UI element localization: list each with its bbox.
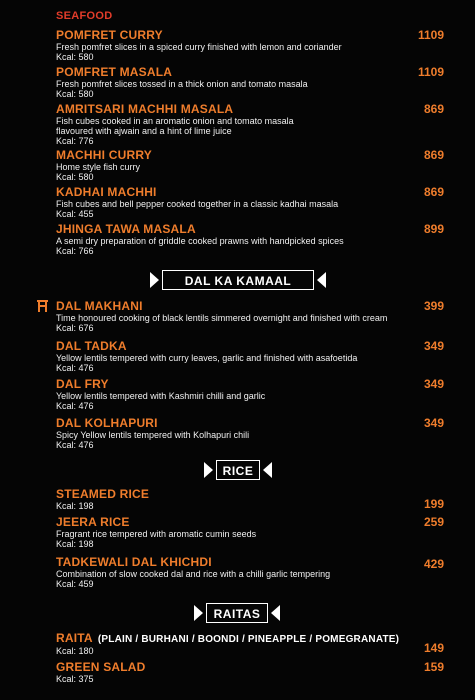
item-description: Fragrant rice tempered with aromatic cumin seeds [56, 529, 257, 539]
item-kcal: Kcal: 476 [56, 440, 94, 450]
item-description: Fish cubes and bell pepper cooked together in a classic kadhai masala [56, 199, 339, 209]
item-description: Time honoured cooking of black lentils simmered overnight and finished with cream [56, 313, 388, 323]
item-price: 199 [423, 497, 444, 511]
item-description: Fresh pomfret slices in a spiced curry finished with lemon and coriander [56, 42, 342, 52]
section-title: DAL KA KAMAAL [162, 270, 314, 290]
item-name: KADHAI MACHHI [56, 185, 157, 199]
item-name: STEAMED RICE [56, 487, 150, 501]
item-name: AMRITSARI MACHHI MASALA [56, 102, 234, 116]
item-kcal: Kcal: 476 [56, 401, 94, 411]
item-name: TADKEWALI DAL KHICHDI [56, 555, 212, 569]
menu-item [56, 556, 446, 589]
item-kcal: Kcal: 476 [56, 363, 94, 373]
banner-arrow-right-icon [263, 462, 272, 478]
menu-item [56, 66, 446, 99]
menu-item [56, 378, 446, 411]
menu-item [56, 29, 446, 62]
item-description: Spicy Yellow lentils tempered with Kolhapuri chili [56, 430, 250, 440]
item-kcal: Kcal: 580 [56, 172, 94, 182]
section-title: RAITAS [206, 603, 268, 623]
banner-arrow-left-icon [194, 605, 203, 621]
item-description: Fresh pomfret slices tossed in a thick onion and tomato masala [56, 79, 308, 89]
item-description: A semi dry preparation of griddle cooked prawns with handpicked spices [56, 236, 344, 246]
menu-item [56, 661, 446, 684]
item-price: 429 [423, 557, 444, 571]
menu-item [56, 632, 446, 656]
signature-dish-icon [35, 299, 51, 313]
item-price: 399 [423, 299, 444, 313]
menu-item [56, 103, 446, 146]
menu-item [56, 300, 446, 333]
banner-arrow-right-icon [317, 272, 326, 288]
item-variants: (PLAIN / BURHANI / BOONDI / PINEAPPLE / POMEGRANATE) [97, 634, 400, 645]
menu-item [56, 488, 446, 511]
item-description: Combination of slow cooked dal and rice with a chilli garlic tempering [56, 569, 331, 579]
item-name: DAL TADKA [56, 339, 127, 353]
item-price: 349 [423, 339, 444, 353]
item-name-text: RAITA [56, 631, 93, 645]
item-name [56, 632, 446, 646]
section-banner-raitas [0, 603, 475, 623]
item-kcal: Kcal: 198 [56, 539, 94, 549]
menu-item [56, 417, 446, 450]
item-kcal: Kcal: 455 [56, 209, 94, 219]
item-name: POMFRET MASALA [56, 65, 173, 79]
item-kcal: Kcal: 580 [56, 89, 94, 99]
item-name: JHINGA TAWA MASALA [56, 222, 196, 236]
section-title: RICE [216, 460, 260, 480]
menu-item [56, 516, 446, 549]
category-title: SEAFOOD [56, 10, 113, 22]
banner-arrow-left-icon [150, 272, 159, 288]
item-price: 159 [423, 660, 444, 674]
item-name: DAL MAKHANI [56, 299, 143, 313]
item-description: Home style fish curry [56, 162, 141, 172]
item-name: GREEN SALAD [56, 660, 146, 674]
item-kcal: Kcal: 676 [56, 323, 94, 333]
banner-arrow-left-icon [204, 462, 213, 478]
item-name: DAL KOLHAPURI [56, 416, 158, 430]
item-price: 1109 [417, 28, 444, 42]
banner-arrow-right-icon [271, 605, 280, 621]
item-kcal: Kcal: 375 [56, 674, 94, 684]
item-name: MACHHI CURRY [56, 148, 152, 162]
item-description: Yellow lentils tempered with curry leaves, garlic and finished with asafoetida [56, 353, 358, 363]
section-banner-rice [0, 460, 475, 480]
item-kcal: Kcal: 180 [56, 646, 94, 656]
menu-item [56, 186, 446, 219]
menu-item [56, 149, 446, 182]
item-price: 869 [423, 148, 444, 162]
item-price: 1109 [417, 65, 444, 79]
item-price: 349 [423, 377, 444, 391]
item-price: 149 [423, 641, 444, 655]
item-kcal: Kcal: 766 [56, 246, 94, 256]
item-description: Fish cubes cooked in an aromatic onion and tomato masala [56, 116, 294, 126]
section-banner-dal [0, 270, 475, 290]
item-price: 869 [423, 185, 444, 199]
item-price: 869 [423, 102, 444, 116]
item-description: Yellow lentils tempered with Kashmiri chilli and garlic [56, 391, 266, 401]
item-price: 349 [423, 416, 444, 430]
item-name: POMFRET CURRY [56, 28, 163, 42]
item-description: flavoured with ajwain and a hint of lime juice [56, 126, 232, 136]
item-name: JEERA RICE [56, 515, 130, 529]
menu-item [56, 223, 446, 256]
item-kcal: Kcal: 198 [56, 501, 94, 511]
item-kcal: Kcal: 459 [56, 579, 94, 589]
menu-item [56, 340, 446, 373]
item-kcal: Kcal: 776 [56, 136, 94, 146]
item-name: DAL FRY [56, 377, 109, 391]
item-price: 899 [423, 222, 444, 236]
item-price: 259 [423, 515, 444, 529]
item-kcal: Kcal: 580 [56, 52, 94, 62]
